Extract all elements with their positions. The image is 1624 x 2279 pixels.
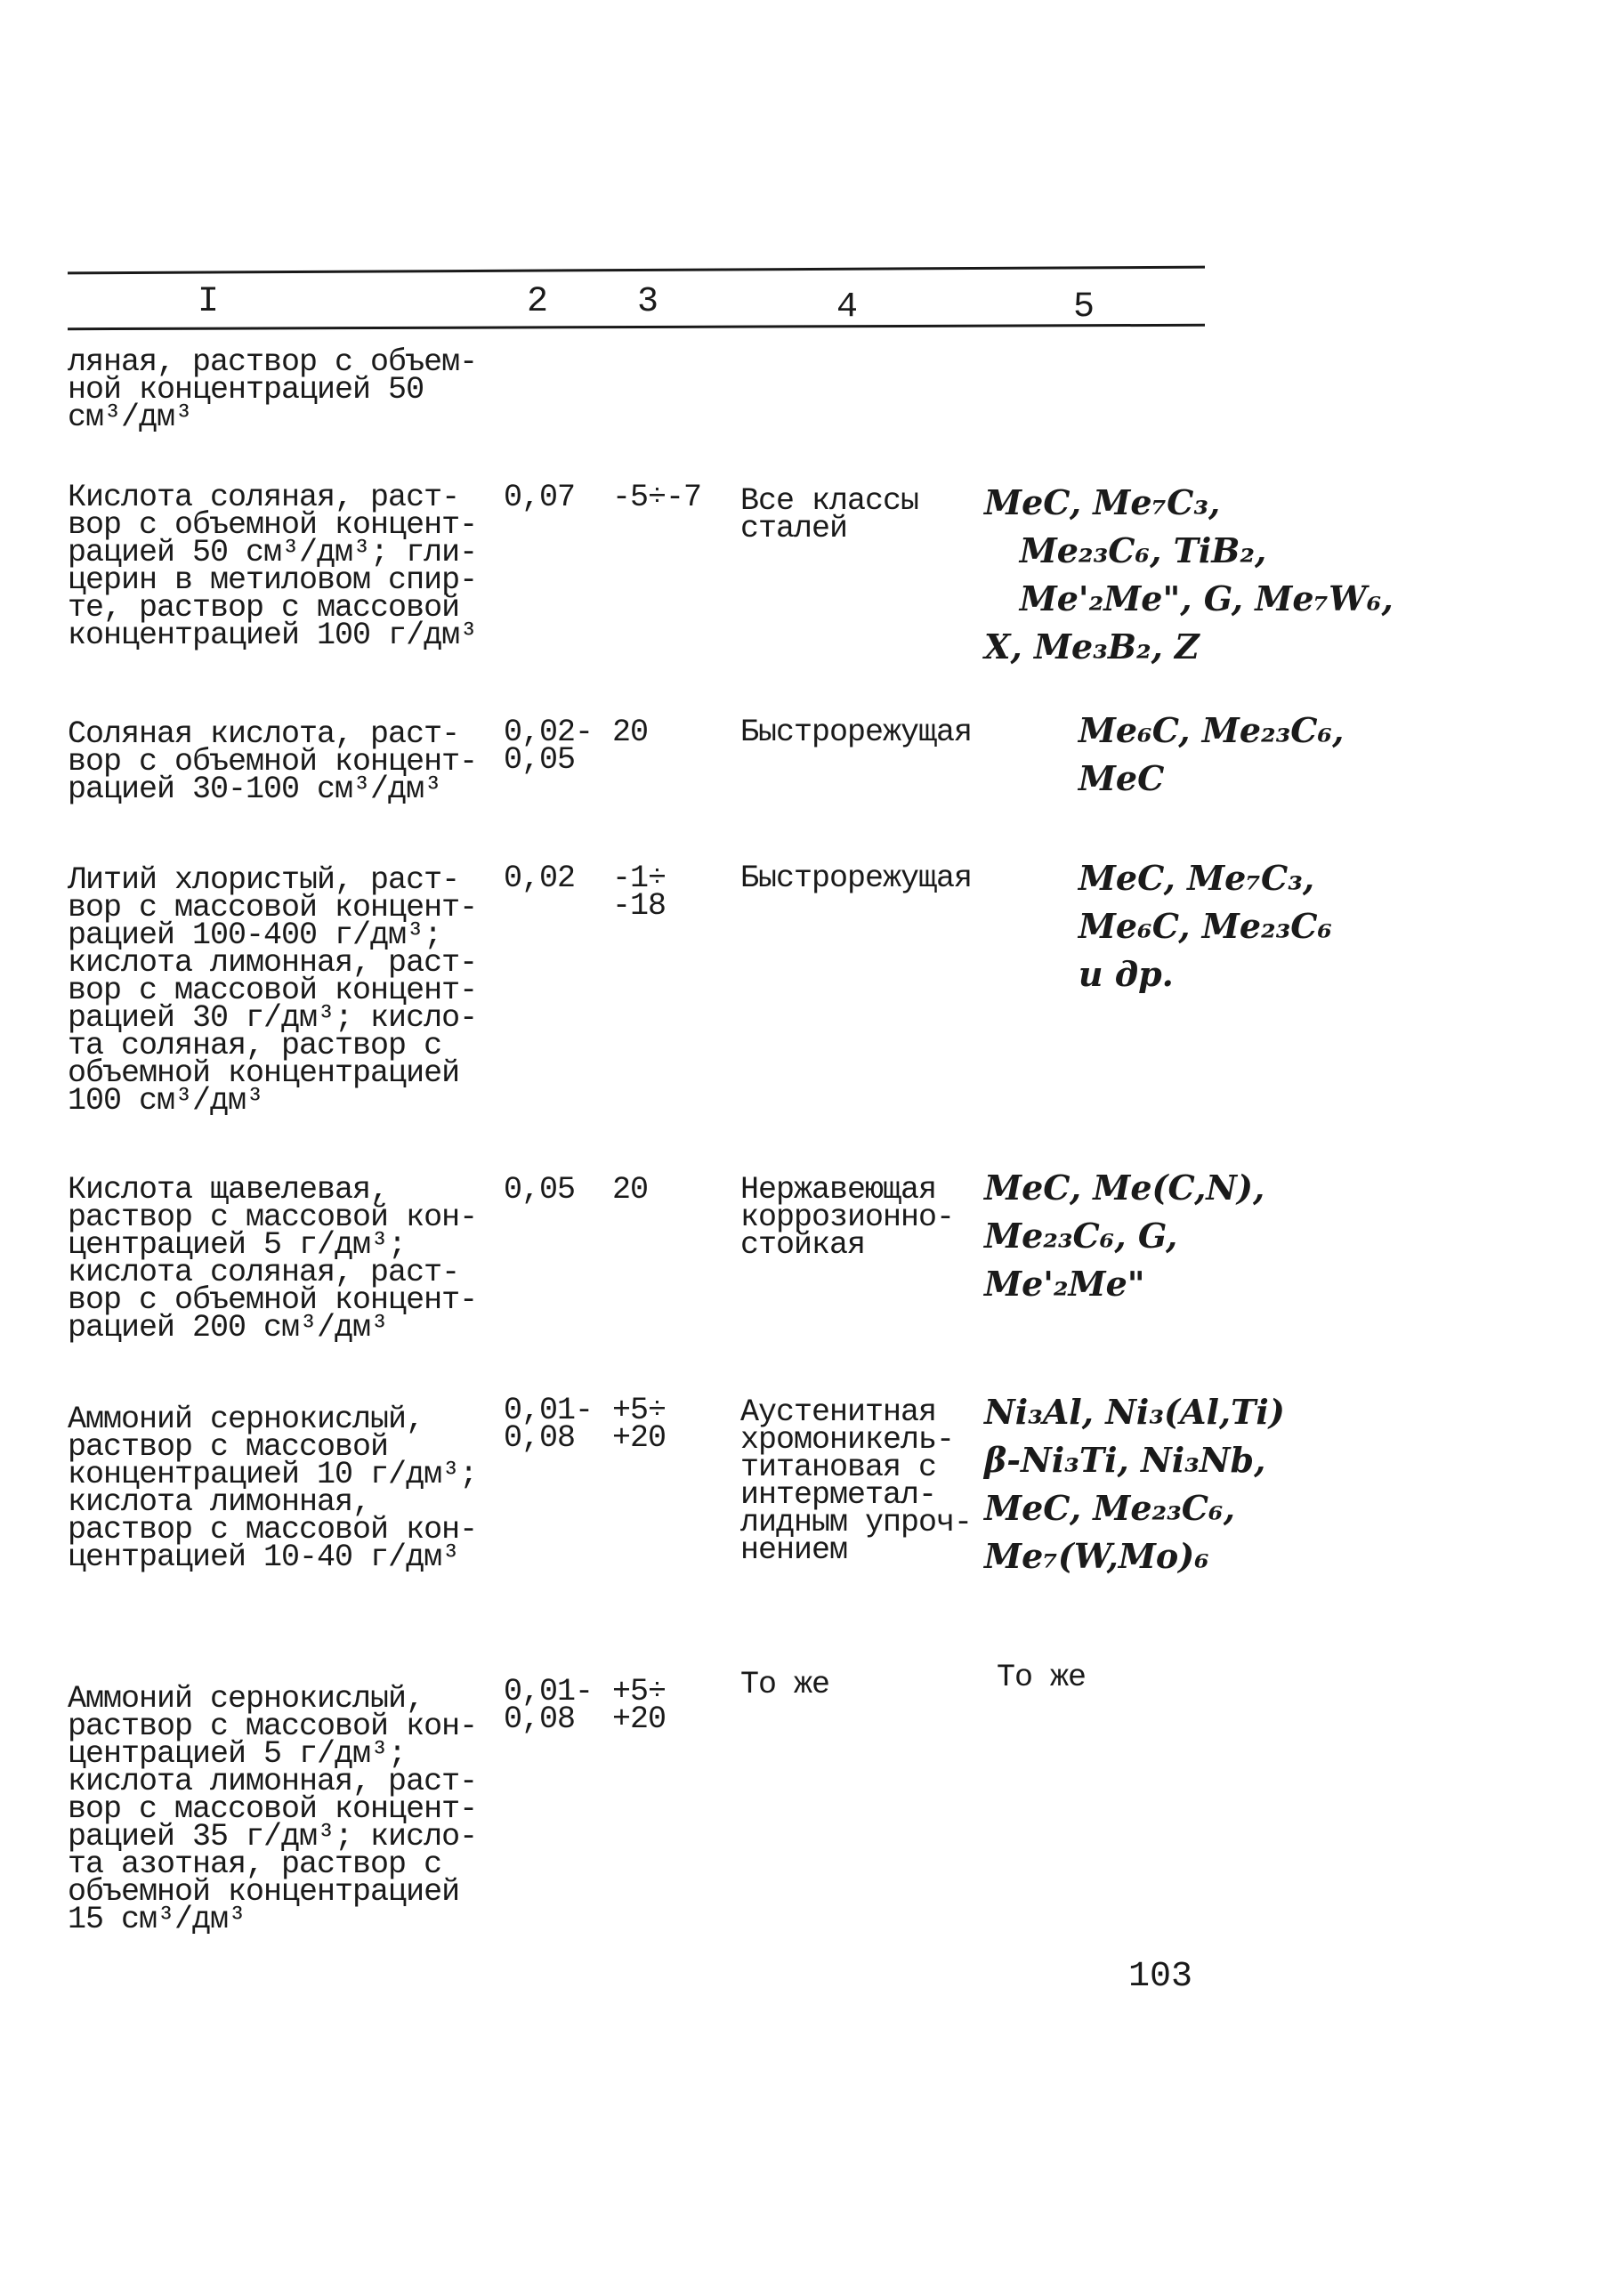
table-row-2-steel-class: Быстрорежущая bbox=[740, 715, 973, 750]
table-row-5-col3: +5÷ +20 bbox=[612, 1393, 667, 1456]
page-number: 103 bbox=[1128, 1957, 1193, 1997]
table-row-1-phases: MeC, Me₇C₃, Me₂₃C₆, TiB₂, Me'₂Me", G, Me₇W₆, X, Me₃B₂, Z bbox=[984, 482, 1394, 667]
table-row-6-solution: Аммоний сернокислый, раствор с массовой кон- центрацией 5 г/дм³; кислота лимонная, раст- вор с массовой концент- рацией 35 г/дм³; кисло- та азотная, раствор с объемной концентрацией 15 см³/дм³ bbox=[68, 1681, 478, 1937]
table-row-4-col3: 20 bbox=[612, 1172, 649, 1208]
column-header-4: 4 bbox=[836, 287, 859, 327]
table-row-1-col2: 0,07 bbox=[504, 480, 576, 515]
column-header-2: 2 bbox=[527, 282, 549, 322]
table-row-5-solution: Аммоний сернокислый, раствор с массовой концентрацией 10 г/дм³; кислота лимонная, раствор с массовой кон- центрацией 10-40 г/дм³ bbox=[68, 1402, 478, 1575]
column-header-3: 3 bbox=[637, 282, 659, 322]
table-row-1-solution: Кислота соляная, раст- вор с объемной концент- рацией 50 см³/дм³; гли- церин в метиловом спир- те, раствор с массовой концентрацией 100 г/дм³ bbox=[68, 480, 478, 653]
table-row-5-phases: Ni₃Al, Ni₃(Al,Ti) β-Ni₃Ti, Ni₃Nb, MeC, Me₂₃C₆, Me₇(W,Mo)₆ bbox=[984, 1392, 1285, 1576]
table-row-3-phases: MeC, Me₇C₃, Me₆C, Me₂₃C₆ и др. bbox=[1078, 858, 1333, 994]
table-row-2-col2: 0,02- 0,05 bbox=[504, 715, 594, 778]
table-top-rule bbox=[68, 266, 1205, 275]
table-row-2-col3: 20 bbox=[612, 715, 649, 750]
table-row-1-steel-class: Все классы сталей bbox=[740, 483, 919, 546]
table-row-6-steel-class: То же bbox=[740, 1667, 830, 1702]
table-row-3-col2: 0,02 bbox=[504, 861, 576, 896]
table-row-6-col3: +5÷ +20 bbox=[612, 1674, 667, 1737]
table-header-rule bbox=[68, 324, 1205, 330]
table-row-3-steel-class: Быстрорежущая bbox=[740, 861, 973, 896]
table-row-3-solution: Литий хлористый, раст- вор с массовой концент- рацией 100-400 г/дм³; кислота лимонная, раст- вор с массовой концент- рацией 30 г/дм³; кисло- та соляная, раствор с объемной концентрацией 100 см³/дм³ bbox=[68, 862, 478, 1119]
table-row-4-col2: 0,05 bbox=[504, 1172, 576, 1208]
column-header-1: I bbox=[198, 282, 220, 322]
table-row-4-steel-class: Нержавеющая коррозионно- стойкая bbox=[740, 1172, 955, 1263]
table-row-5-steel-class: Аустенитная хромоникель- титановая с интерметал- лидным упроч- нением bbox=[740, 1394, 973, 1568]
column-header-5: 5 bbox=[1073, 287, 1095, 327]
table-row-1-col3: -5÷-7 bbox=[612, 480, 702, 515]
table-row-2-solution: Соляная кислота, раст- вор с объемной концент- рацией 30-100 см³/дм³ bbox=[68, 716, 478, 807]
table-row-6-col2: 0,01- 0,08 bbox=[504, 1674, 594, 1737]
table-row-0-solution: ляная, раствор с объем- ной концентрацией 50 см³/дм³ bbox=[68, 344, 478, 435]
table-row-4-phases: MeC, Me(C,N), Me₂₃C₆, G, Me'₂Me" bbox=[984, 1168, 1265, 1304]
table-row-6-phases: То же bbox=[997, 1660, 1087, 1695]
table-row-3-col3: -1÷ -18 bbox=[612, 861, 667, 924]
table-row-4-solution: Кислота щавелевая, раствор с массовой кон- центрацией 5 г/дм³; кислота соляная, раст- вор с объемной концент- рацией 200 см³/дм³ bbox=[68, 1172, 478, 1346]
table-row-5-col2: 0,01- 0,08 bbox=[504, 1393, 594, 1456]
table-row-2-phases: Me₆C, Me₂₃C₆, MeC bbox=[1078, 710, 1345, 798]
